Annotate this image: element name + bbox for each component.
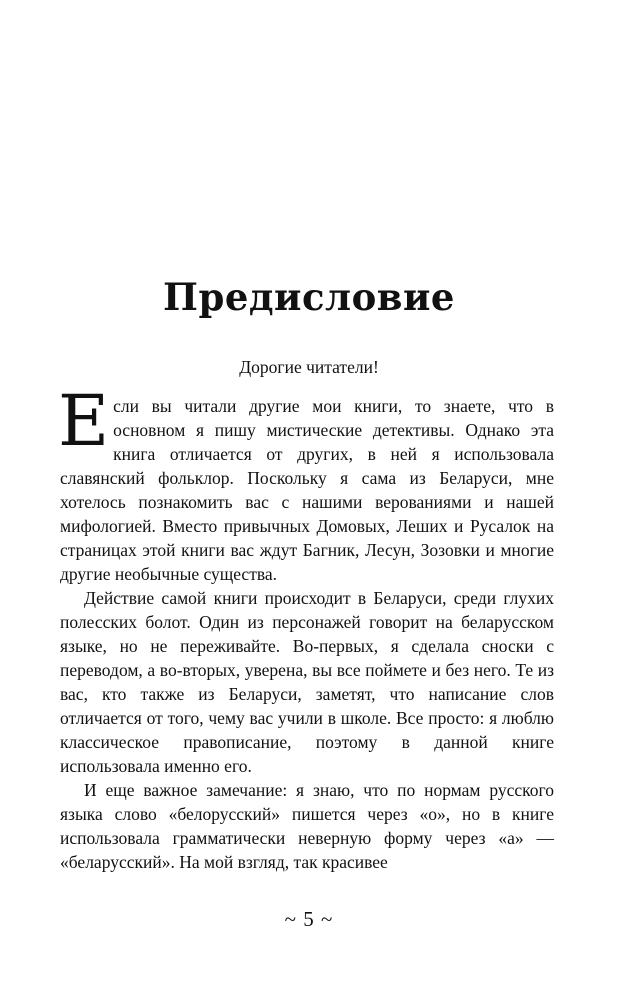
chapter-title: Предисловие <box>163 275 455 319</box>
paragraph-1 <box>58 380 554 586</box>
page-number: ~ 5 ~ <box>284 907 334 931</box>
paragraph-2: Действие самой книги происходит в Беларуси, среди глухих полесских болот. Один из персонажей говорит на беларусском языке, но не переживайте. Во-первых, я сделала сноски с переводом, а во-вторых, уверена, вы все поймете и без него. Те из вас, кто также из Беларуси, заметят, что написание слов отличается от того, чему вас учили в школе. Все просто: я люблю классическое правописание, поэтому в данной книге использовала именно его. <box>60 588 554 776</box>
body-text <box>58 380 554 874</box>
paragraph-3: И еще важное замечание: я знаю, что по нормам русского языка слово «белорусский» пишется через «о», но в книге использовала грамматически неверную форму через «а» — «беларусский». На мой взгляд, так красивее <box>60 780 554 872</box>
salutation: Дорогие читатели! <box>239 357 379 377</box>
drop-cap: Е <box>58 380 110 462</box>
paragraph-1-text: сли вы читали другие мои книги, то знаете, что в основном я пишу мистические детективы. Однако эта книга отличается от других, в ней я использовала славянский фольклор. Поскольку я сама из Беларуси, мне хотелось познакомить вас с нашими верованиями и нашей мифологией. Вместо привычных Домовых, Леших и Русалок на страницах этой книги вас ждут Багник, Лесун, Зозовки и многие другие необычные существа. <box>60 396 554 584</box>
